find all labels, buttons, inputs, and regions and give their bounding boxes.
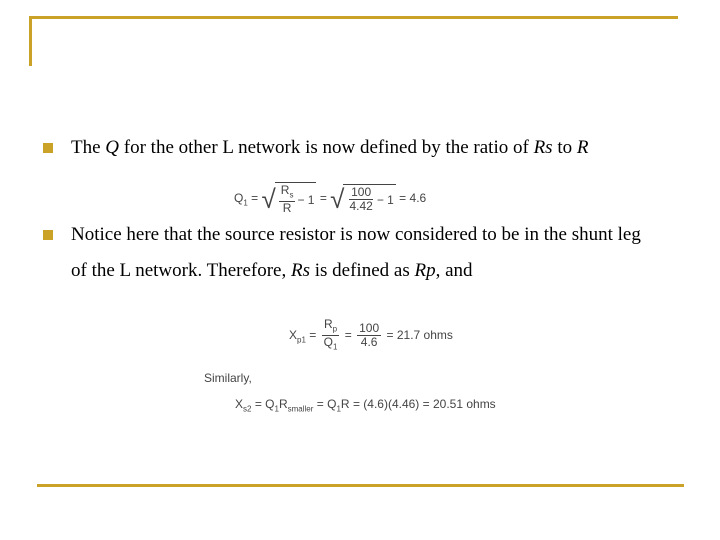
eq-subscript: 1 [332, 342, 338, 352]
fraction [322, 318, 340, 354]
text-span-italic: R [576, 137, 589, 158]
bullet-marker [43, 143, 53, 153]
sqrt-symbol: √ $\frac{100}{4.42}$ − 1 [330, 183, 394, 214]
text-span: for the other L network is now defined by the ratio of [119, 137, 534, 158]
sqrt-symbol: √ $\frac{R_s}{R}$ − 1 [261, 183, 315, 216]
eq-result: = 21.7 ohms [386, 328, 453, 343]
eq-result: = (4.6)(4.46) = 20.51 ohms [352, 397, 496, 411]
text-span-italic: Rs [291, 260, 310, 281]
equation-xp1 [289, 318, 453, 354]
frame-top-rule [29, 16, 678, 19]
equation-xs2 [235, 397, 496, 413]
text-span: , and [435, 260, 473, 281]
eq-subscript: 1 [336, 404, 341, 414]
fraction [357, 322, 381, 349]
eq-operator: = [251, 190, 259, 205]
text-span: of the L network. Therefore, [71, 260, 291, 281]
text-span: to [552, 137, 577, 158]
text-span: is defined as [310, 260, 415, 281]
bullet-2-line-1: Notice here that the source resistor is now considered to be in the shunt leg [71, 224, 641, 245]
eq-symbol: Q [265, 397, 275, 411]
text-span-italic: Rp [414, 260, 436, 281]
eq-numerator: 100 [351, 185, 372, 200]
eq-symbol: Q [327, 397, 337, 411]
eq-symbol: R [278, 397, 288, 411]
eq-subscript: p1 [297, 335, 306, 345]
eq-operator: = [316, 397, 324, 411]
eq-result: = 4.6 [399, 190, 427, 205]
eq-denominator: R [282, 201, 292, 216]
eq-subscript: s2 [243, 404, 252, 414]
eq-subscript: smaller [287, 404, 314, 414]
text-span: The [71, 137, 106, 158]
bullet-marker [43, 230, 53, 240]
eq-denominator: Q [323, 335, 333, 350]
eq-operator: − 1 [297, 192, 315, 207]
eq-subscript: 1 [243, 198, 248, 208]
eq-operator: = [344, 328, 352, 343]
eq-operator: = [319, 190, 327, 205]
eq-symbol: Q [234, 190, 244, 205]
eq-symbol: R [340, 397, 350, 411]
equation-q1 [234, 182, 426, 215]
text-span-italic: Q [105, 137, 120, 158]
eq-symbol: X [289, 328, 298, 343]
eq-operator: = [309, 328, 317, 343]
similarly-label: Similarly, [204, 371, 252, 385]
fraction [279, 184, 296, 215]
eq-subscript: s [289, 190, 294, 200]
eq-numerator: 100 [359, 321, 380, 336]
bullet-2-line-2 [71, 259, 473, 283]
eq-operator: − 1 [376, 192, 394, 207]
eq-operator: = [254, 397, 262, 411]
eq-subscript: p [332, 324, 338, 334]
frame-left-rule [29, 16, 32, 66]
eq-numerator: R [323, 317, 333, 331]
eq-numerator: R [280, 183, 290, 197]
eq-denominator: 4.6 [360, 335, 378, 350]
bullet-1-text [71, 136, 588, 160]
eq-denominator: 4.42 [349, 199, 373, 214]
text-span-italic: Rs [533, 137, 553, 158]
eq-symbol: X [235, 397, 244, 411]
eq-subscript: 1 [274, 404, 279, 414]
fraction [347, 186, 374, 213]
frame-bottom-rule [37, 484, 684, 487]
